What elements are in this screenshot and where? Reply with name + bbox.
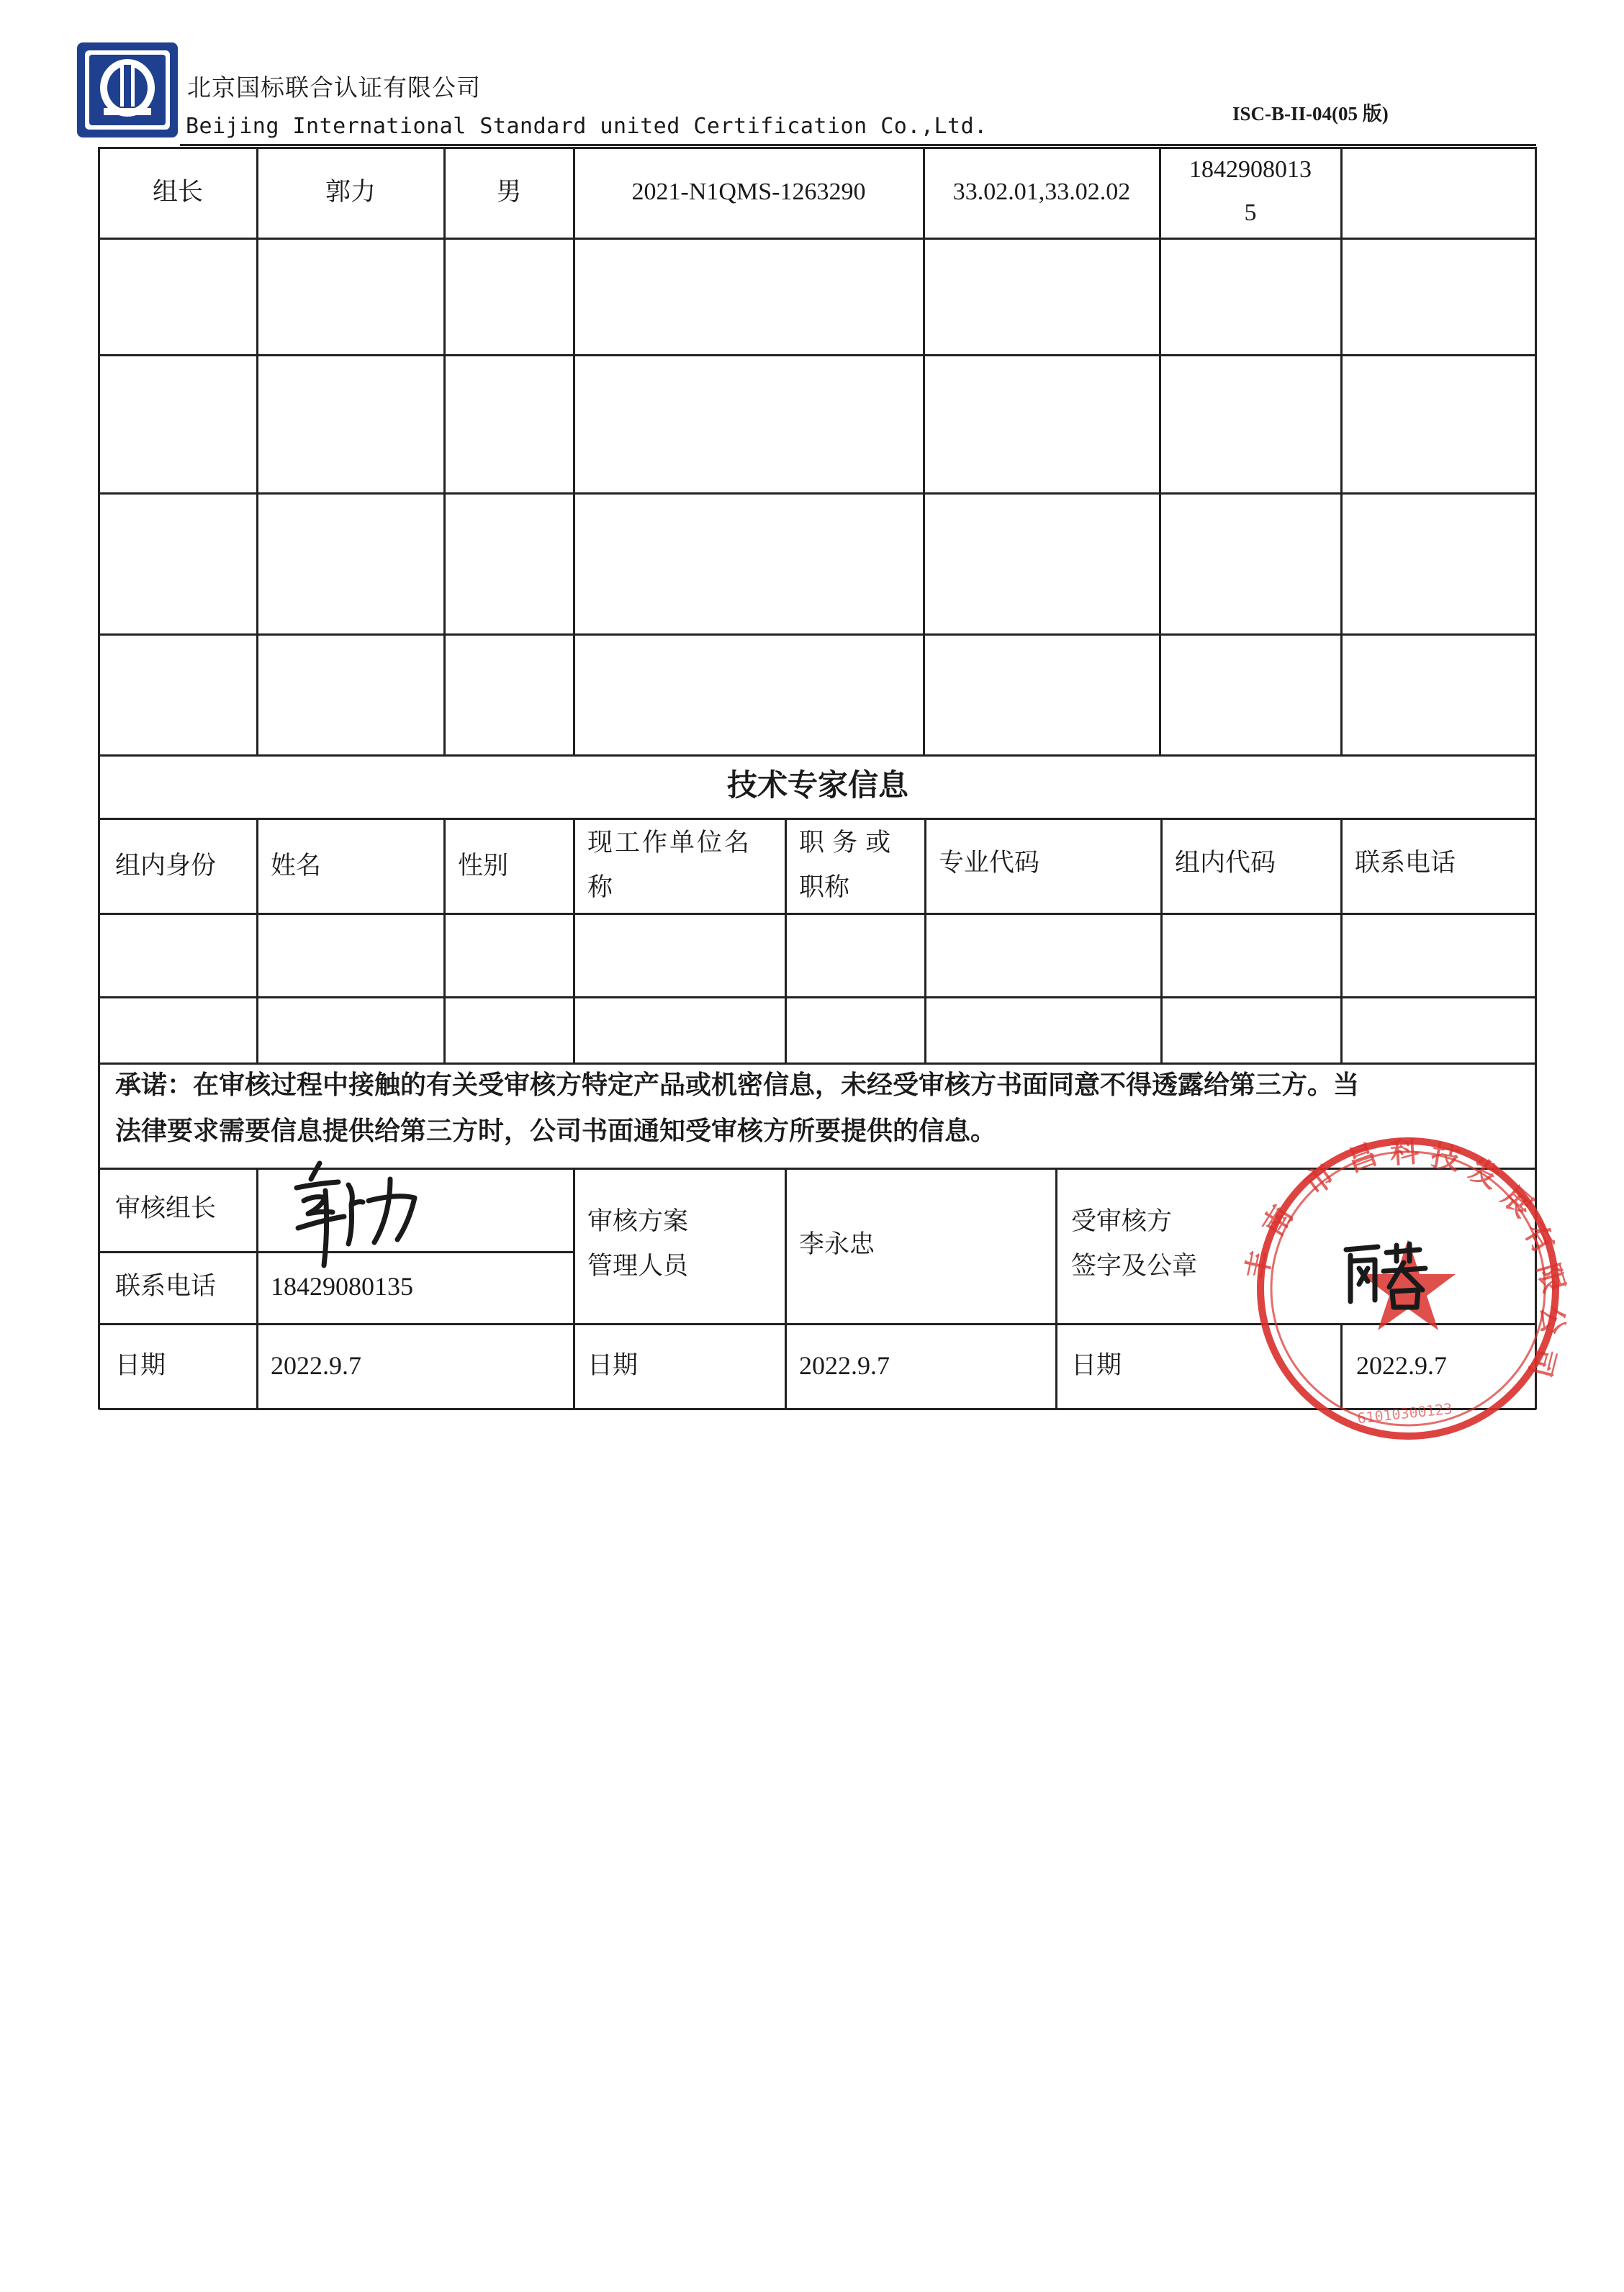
svg-text:昌: 昌 [1343,1137,1382,1179]
header-gender: 性别 [458,852,509,880]
date-value-2: 2022.9.7 [799,1351,890,1380]
auditor-codes: 33.02.01,33.02.02 [952,179,1131,205]
auditee-label-line1: 受审核方 [1071,1207,1173,1236]
leader-handwritten-signature [282,1150,426,1287]
header-position-line1: 职 务 或 [799,829,891,857]
svg-text:丰: 丰 [1240,1247,1279,1283]
svg-text:市: 市 [1298,1158,1342,1202]
svg-text:有: 有 [1517,1217,1561,1260]
svg-text:科: 科 [1389,1135,1420,1170]
svg-text:展: 展 [1495,1180,1539,1224]
leader-label: 审核组长 [115,1194,217,1223]
date-value-3: 2022.9.7 [1356,1351,1447,1380]
svg-text:限: 限 [1530,1260,1571,1297]
header-group-code: 组内代码 [1175,849,1276,877]
auditor-role: 组长 [152,178,203,207]
auditor-phone-line1: 1842908013 [1189,156,1312,183]
header-employer-line1: 现工作单位名 [587,829,752,857]
company-name-cn: 北京国标联合认证有限公司 [187,73,481,101]
phone-label: 联系电话 [115,1272,217,1301]
program-label-line1: 审核方案 [587,1207,689,1236]
svg-text:61010300123: 61010300123 [1356,1399,1453,1427]
svg-text:司: 司 [1522,1344,1561,1381]
svg-text:发: 发 [1463,1152,1505,1196]
svg-text:公: 公 [1535,1304,1569,1335]
header-divider [180,144,1536,146]
commitment-line-1: 承诺：在审核过程中接触的有关受审核方特定产品或机密信息，未经受审核方书面同意不得透露给第三方。当 [115,1070,1360,1100]
date-label-3: 日期 [1071,1351,1122,1380]
expert-section-title: 技术专家信息 [726,767,908,803]
auditee-label-line2: 签字及公章 [1071,1252,1198,1281]
header-specialty-code: 专业代码 [939,849,1040,877]
program-person: 李永忠 [799,1230,875,1259]
auditor-gender: 男 [496,178,522,207]
commitment-line-2: 法律要求需要信息提供给第三方时，公司书面通知受审核方所要提供的信息。 [115,1116,997,1146]
header-name: 姓名 [271,852,322,880]
auditor-name: 郭力 [325,178,376,207]
company-name-en: Beijing International Standard united Certification Co.,Ltd. [186,114,988,139]
date-label-2: 日期 [587,1351,639,1380]
auditor-phone-line2: 5 [1244,199,1257,226]
company-logo-icon [75,40,180,140]
program-label-line2: 管理人员 [587,1252,689,1281]
header-employer-line2: 称 [587,873,613,902]
date-label-1: 日期 [115,1351,166,1380]
auditee-handwritten-signature [1339,1240,1433,1312]
svg-text:南: 南 [1256,1200,1300,1242]
form-code: ISC-B-II-04(05 版) [1232,103,1389,125]
phone-value: 18429080135 [271,1272,413,1301]
auditor-cert-no: 2021-N1QMS-1263290 [631,179,866,205]
svg-text:技: 技 [1428,1139,1463,1177]
header-position-line2: 职称 [799,873,850,902]
header-phone: 联系电话 [1355,849,1456,877]
header-role: 组内身份 [115,852,217,880]
date-value-1: 2022.9.7 [271,1351,361,1380]
